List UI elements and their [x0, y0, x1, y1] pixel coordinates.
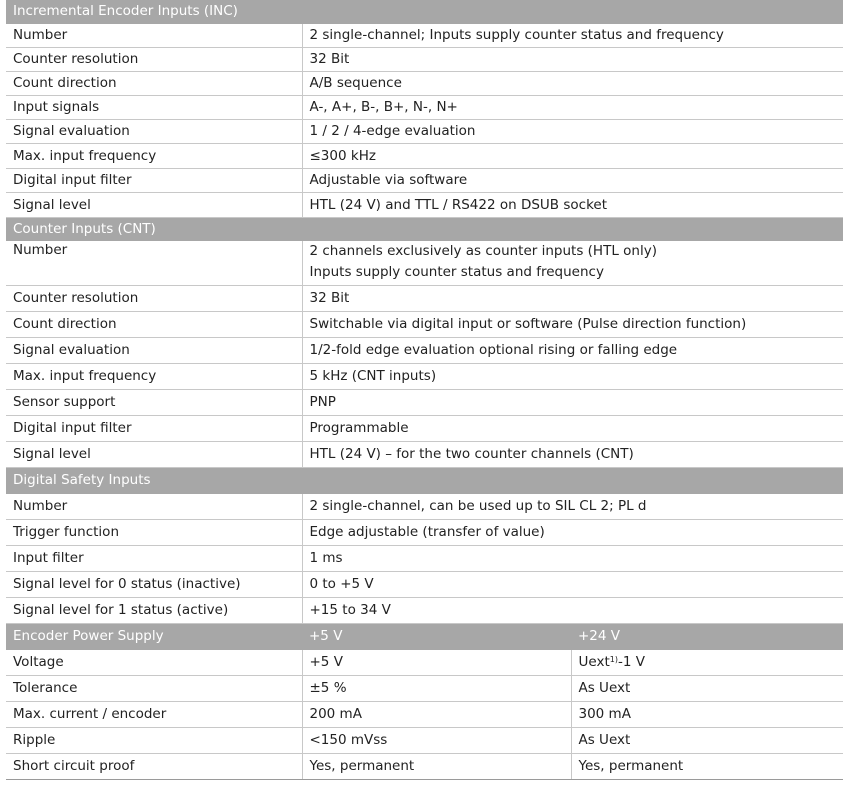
row-label: Signal level: [6, 441, 302, 467]
row-label: Trigger function: [6, 519, 302, 545]
row-value-5v: 200 mA: [302, 701, 571, 727]
table-row: [6, 415, 843, 441]
row-label: Digital input filter: [6, 168, 302, 192]
row-label: Signal level for 1 status (active): [6, 597, 302, 623]
table-row: [6, 23, 843, 47]
row-value: [302, 240, 843, 285]
table-row: [6, 71, 843, 95]
value-prefix: Uext: [578, 654, 610, 670]
row-label: Max. input frequency: [6, 363, 302, 389]
row-value-5v: <150 mVss: [302, 727, 571, 753]
table-row: [6, 337, 843, 363]
table-row: [6, 519, 843, 545]
row-value-24v: 300 mA: [571, 701, 843, 727]
table-row: [6, 143, 843, 168]
section-title: Digital Safety Inputs: [6, 467, 843, 493]
row-label: Input filter: [6, 545, 302, 571]
row-value: A-, A+, B-, B+, N-, N+: [302, 95, 843, 119]
row-value-5v: ±5 %: [302, 675, 571, 701]
section-title: Encoder Power Supply: [6, 623, 302, 649]
table-row: [6, 753, 843, 779]
row-label: Input signals: [6, 95, 302, 119]
table-row: [6, 493, 843, 519]
row-value-5v: Yes, permanent: [302, 753, 571, 779]
column-header-5v: +5 V: [302, 623, 571, 649]
row-label: Signal evaluation: [6, 119, 302, 143]
row-value: 1 / 2 / 4-edge evaluation: [302, 119, 843, 143]
row-label: Ripple: [6, 727, 302, 753]
row-value: Programmable: [302, 415, 843, 441]
row-label: Tolerance: [6, 675, 302, 701]
row-label: Signal level for 0 status (inactive): [6, 571, 302, 597]
table-row: [6, 363, 843, 389]
column-header-24v: +24 V: [571, 623, 843, 649]
value-suffix: -1 V: [617, 654, 645, 670]
table-row: [6, 168, 843, 192]
row-label: Number: [6, 23, 302, 47]
table-row: [6, 311, 843, 337]
section-title: Incremental Encoder Inputs (INC): [6, 0, 843, 23]
row-value-5v: +5 V: [302, 649, 571, 675]
table-row: [6, 701, 843, 727]
table-row: [6, 389, 843, 415]
table-row: [6, 192, 843, 217]
row-value: HTL (24 V) and TTL / RS422 on DSUB socket: [302, 192, 843, 217]
row-label: Digital input filter: [6, 415, 302, 441]
row-value: 1/2-fold edge evaluation optional rising or falling edge: [302, 337, 843, 363]
row-value: 0 to +5 V: [302, 571, 843, 597]
row-value: 1 ms: [302, 545, 843, 571]
row-value: Switchable via digital input or software (Pulse direction function): [302, 311, 843, 337]
row-label: Max. input frequency: [6, 143, 302, 168]
table-row: [6, 675, 843, 701]
table-row: [6, 597, 843, 623]
row-value: 5 kHz (CNT inputs): [302, 363, 843, 389]
table-row: [6, 285, 843, 311]
row-value: A/B sequence: [302, 71, 843, 95]
row-label: Counter resolution: [6, 47, 302, 71]
footnote-marker: 1): [609, 655, 618, 664]
row-value: +15 to 34 V: [302, 597, 843, 623]
row-label: Short circuit proof: [6, 753, 302, 779]
row-value: Edge adjustable (transfer of value): [302, 519, 843, 545]
table-row: [6, 47, 843, 71]
row-label: Voltage: [6, 649, 302, 675]
section-header-cnt: [6, 217, 843, 240]
section-title: Counter Inputs (CNT): [6, 217, 843, 240]
section-header-power: [6, 623, 843, 649]
table-row: [6, 240, 843, 285]
row-value: ≤300 kHz: [302, 143, 843, 168]
row-label: Number: [6, 240, 302, 285]
row-value-24v: As Uext: [571, 727, 843, 753]
row-label: Counter resolution: [6, 285, 302, 311]
row-value: 32 Bit: [302, 285, 843, 311]
table-row: [6, 95, 843, 119]
row-label: Sensor support: [6, 389, 302, 415]
row-label: Max. current / encoder: [6, 701, 302, 727]
row-value: 2 single-channel; Inputs supply counter status and frequency: [302, 23, 843, 47]
row-label: Signal level: [6, 192, 302, 217]
row-value-24v: Yes, permanent: [571, 753, 843, 779]
row-value: 2 single-channel, can be used up to SIL CL 2; PL d: [302, 493, 843, 519]
row-value-24v: As Uext: [571, 675, 843, 701]
row-value-line: Inputs supply counter status and frequency: [309, 263, 604, 280]
spec-table: [6, 0, 843, 780]
table-row: [6, 545, 843, 571]
row-label: Signal evaluation: [6, 337, 302, 363]
row-label: Count direction: [6, 311, 302, 337]
table-row: [6, 727, 843, 753]
section-header-safety: [6, 467, 843, 493]
row-value: 32 Bit: [302, 47, 843, 71]
row-value-line: 2 channels exclusively as counter inputs (HTL only): [309, 242, 657, 259]
table-row: [6, 441, 843, 467]
row-value-24v: [571, 649, 843, 675]
table-row: [6, 119, 843, 143]
row-label: Number: [6, 493, 302, 519]
table-row: [6, 649, 843, 675]
section-header-inc: [6, 0, 843, 23]
table-row: [6, 571, 843, 597]
row-value: PNP: [302, 389, 843, 415]
row-label: Count direction: [6, 71, 302, 95]
row-value: Adjustable via software: [302, 168, 843, 192]
row-value: HTL (24 V) – for the two counter channels (CNT): [302, 441, 843, 467]
